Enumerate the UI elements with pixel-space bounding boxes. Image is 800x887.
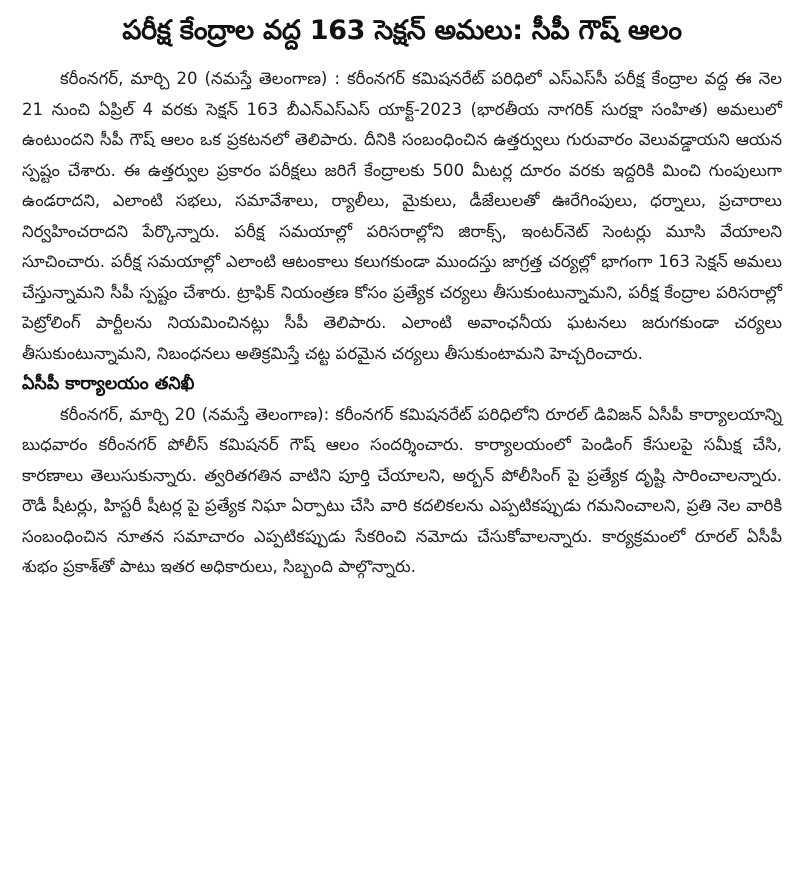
article-headline: పరీక్ష కేంద్రాల వద్ద 163 సెక్షన్ అమలు: సీపీ గౌష్ ఆలం xyxy=(122,15,682,46)
article-paragraph-2: కరీంనగర్, మార్చి 20 (నమస్తే తెలంగాణ): కరీంనగర్ కమిషనరేట్ పరిధిలోని రూరల్ డివిజన్ ఏసీపీ కార్యాలయాన్ని బుధవారం కరీంనగర్ పోలీస్ కమిషనర్ గౌష్ ఆలం సందర్శించారు. కార్యాలయంలో పెండింగ్ కేసులపై సమీక్ష చేసి, కారణాలు తెలుసుకున్నారు. త్వరితగతిన వాటిని పూర్తి చేయాలని, అర్బన్ పోలీసింగ్ పై ప్రత్యేక దృష్టి సారించాలన్నారు. రౌడీ షీటర్లు, హిస్టరీ షీటర్ల పై ప్రత్యేక నిఘా ఏర్పాటు చేసి వారి కదలికలను ఎప్పటికప్పుడు గమనించాలని, ప్రతి నెల వారికి సంబంధించిన నూతన సమాచారం ఎప్పటికప్పుడు సేకరించి నమోదు చేసుకోవాలన్నారు. కార్యక్రమంలో రూరల్ ఏసీపీ శుభం ప్రకాశ్‌తో పాటు ఇతర అధికారులు, సిబ్బంది పాల్గొన్నారు. xyxy=(22,404,782,576)
article-subheading: ఏసీపీ కార్యాలయం తనిఖీ xyxy=(22,374,195,394)
news-article xyxy=(22,0,782,583)
article-paragraph-1: కరీంనగర్, మార్చి 20 (నమస్తే తెలంగాణ) : కరీంనగర్ కమిషనరేట్ పరిధిలో ఎస్ఎస్‌సీ పరీక్ష కేంద్రాల వద్ద ఈ నెల 21 నుంచి ఏప్రిల్ 4 వరకు సెక్షన్ 163 బీఎన్ఎస్ఎస్ యాక్ట్-2023 (భారతీయ నాగరిక్ సురక్షా సంహిత) అమలులో ఉంటుందని సీపీ గౌష్ ఆలం ఒక ప్రకటనలో తెలిపారు. దీనికి సంబంధించిన ఉత్తర్వులు గురువారం వెలువడ్డాయని ఆయన స్పష్టం చేశారు. ఈ ఉత్తర్వుల ప్రకారం పరీక్షలు జరిగే కేంద్రాలకు 500 మీటర్ల దూరం వరకు ఇద్దరికి మించి గుంపులుగా ఉండరాదని, ఎలాంటి సభలు, సమావేశాలు, ర్యాలీలు, మైకులు, డీజేలులతో ఊరేగింపులు, ధర్నాలు, ప్రచారాలు నిర్వహించరాదని పేర్కొన్నారు. పరీక్ష సమయాల్లో పరిసరాల్లోని జిరాక్స్, ఇంటర్‌నెట్ సెంటర్లు మూసి వేయాలని సూచించారు. పరీక్ష సమయాల్లో ఎలాంటి ఆటంకాలు కలుగకుండా ముందస్తు జాగ్రత్త చర్యల్లో భాగంగా 163 సెక్షన్ అమలు చేస్తున్నామని సీపీ స్పష్టం చేశారు. ట్రాఫిక్ నియంత్రణ కోసం ప్రత్యేక చర్యలు తీసుకుంటున్నామని, పరీక్ష కేంద్రాల పరిసరాల్లో పెట్రోలింగ్ పార్టీలను నియమించినట్లు సీపీ తెలిపారు. ఎలాంటి అవాంఛనీయ ఘటనలు జరుగకుండా చర్యలు తీసుకుంటున్నామని, నిబంధనలు అతిక్రమిస్తే చట్ట పరమైన చర్యలు తీసుకుంటామని హెచ్చరించారు. xyxy=(22,69,782,363)
